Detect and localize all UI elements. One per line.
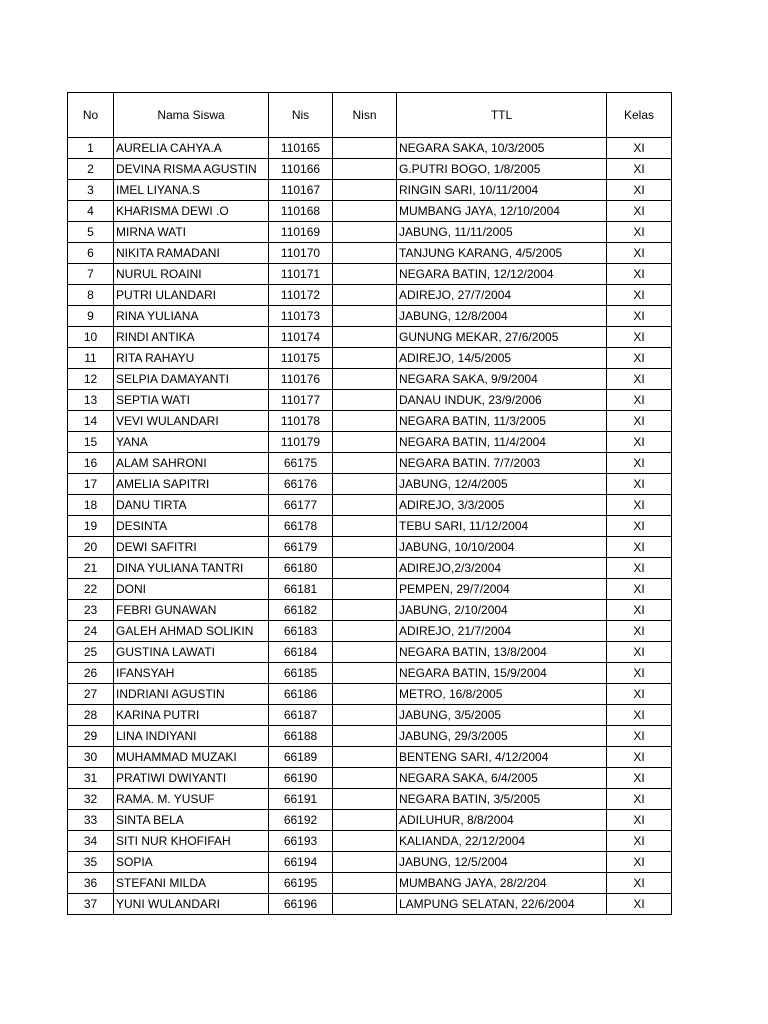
cell-nama-siswa: GALEH AHMAD SOLIKIN (114, 621, 269, 642)
cell-nis: 110172 (269, 285, 333, 306)
cell-ttl: MUMBANG JAYA, 12/10/2004 (397, 201, 607, 222)
cell-no: 15 (68, 432, 114, 453)
cell-nis: 66179 (269, 537, 333, 558)
cell-nisn (333, 201, 397, 222)
cell-ttl: LAMPUNG SELATAN, 22/6/2004 (397, 894, 607, 915)
table-row (68, 180, 672, 201)
cell-kelas: XI (607, 894, 672, 915)
cell-ttl: JABUNG, 2/10/2004 (397, 600, 607, 621)
cell-nisn (333, 579, 397, 600)
cell-nis: 66182 (269, 600, 333, 621)
cell-kelas: XI (607, 810, 672, 831)
cell-ttl: NEGARA BATIN, 3/5/2005 (397, 789, 607, 810)
cell-nis: 110179 (269, 432, 333, 453)
cell-nisn (333, 159, 397, 180)
cell-nisn (333, 453, 397, 474)
table-row (68, 243, 672, 264)
cell-ttl: RINGIN SARI, 10/11/2004 (397, 180, 607, 201)
cell-kelas: XI (607, 243, 672, 264)
cell-nis: 66186 (269, 684, 333, 705)
cell-kelas: XI (607, 201, 672, 222)
cell-nisn (333, 495, 397, 516)
cell-nama-siswa: KHARISMA DEWI .O (114, 201, 269, 222)
cell-nama-siswa: SEPTIA WATI (114, 390, 269, 411)
cell-kelas: XI (607, 306, 672, 327)
cell-nisn (333, 810, 397, 831)
cell-ttl: TANJUNG KARANG, 4/5/2005 (397, 243, 607, 264)
cell-nisn (333, 768, 397, 789)
cell-kelas: XI (607, 621, 672, 642)
table-body (68, 138, 672, 915)
cell-ttl: JABUNG, 10/10/2004 (397, 537, 607, 558)
cell-nisn (333, 432, 397, 453)
cell-nisn (333, 327, 397, 348)
cell-nama-siswa: RINDI ANTIKA (114, 327, 269, 348)
cell-kelas: XI (607, 600, 672, 621)
table-row (68, 768, 672, 789)
cell-kelas: XI (607, 159, 672, 180)
cell-nisn (333, 516, 397, 537)
header-kelas: Kelas (607, 93, 672, 138)
table-row (68, 138, 672, 159)
cell-no: 19 (68, 516, 114, 537)
table-row (68, 600, 672, 621)
cell-no: 36 (68, 873, 114, 894)
cell-no: 31 (68, 768, 114, 789)
cell-no: 23 (68, 600, 114, 621)
cell-ttl: NEGARA BATIN, 12/12/2004 (397, 264, 607, 285)
cell-nis: 110174 (269, 327, 333, 348)
cell-nisn (333, 831, 397, 852)
cell-no: 18 (68, 495, 114, 516)
cell-nama-siswa: PRATIWI DWIYANTI (114, 768, 269, 789)
cell-nis: 66181 (269, 579, 333, 600)
cell-ttl: JABUNG, 12/5/2004 (397, 852, 607, 873)
table-row (68, 222, 672, 243)
table-row (68, 810, 672, 831)
cell-nis: 66178 (269, 516, 333, 537)
cell-kelas: XI (607, 747, 672, 768)
table-row (68, 411, 672, 432)
cell-no: 6 (68, 243, 114, 264)
table-row (68, 789, 672, 810)
cell-kelas: XI (607, 327, 672, 348)
cell-ttl: NEGARA BATIN, 13/8/2004 (397, 642, 607, 663)
cell-nama-siswa: AURELIA CAHYA.A (114, 138, 269, 159)
cell-no: 28 (68, 705, 114, 726)
cell-ttl: JABUNG, 11/11/2005 (397, 222, 607, 243)
cell-ttl: NEGARA SAKA, 6/4/2005 (397, 768, 607, 789)
cell-kelas: XI (607, 180, 672, 201)
cell-kelas: XI (607, 642, 672, 663)
cell-nama-siswa: IFANSYAH (114, 663, 269, 684)
cell-nama-siswa: DINA YULIANA TANTRI (114, 558, 269, 579)
cell-kelas: XI (607, 789, 672, 810)
cell-kelas: XI (607, 579, 672, 600)
cell-nama-siswa: SOPIA (114, 852, 269, 873)
table-row (68, 852, 672, 873)
table-row (68, 873, 672, 894)
cell-kelas: XI (607, 495, 672, 516)
table-row (68, 495, 672, 516)
cell-kelas: XI (607, 726, 672, 747)
cell-nama-siswa: STEFANI MILDA (114, 873, 269, 894)
table-row (68, 285, 672, 306)
cell-nisn (333, 558, 397, 579)
cell-nis: 66189 (269, 747, 333, 768)
cell-no: 8 (68, 285, 114, 306)
cell-ttl: NEGARA BATIN, 15/9/2004 (397, 663, 607, 684)
cell-nis: 66191 (269, 789, 333, 810)
table-row (68, 621, 672, 642)
cell-kelas: XI (607, 558, 672, 579)
table-row (68, 474, 672, 495)
cell-ttl: ADILUHUR, 8/8/2004 (397, 810, 607, 831)
cell-ttl: NEGARA SAKA, 10/3/2005 (397, 138, 607, 159)
cell-nis: 66183 (269, 621, 333, 642)
cell-ttl: GUNUNG MEKAR, 27/6/2005 (397, 327, 607, 348)
cell-no: 22 (68, 579, 114, 600)
cell-nama-siswa: GUSTINA LAWATI (114, 642, 269, 663)
cell-no: 33 (68, 810, 114, 831)
cell-ttl: ADIREJO, 27/7/2004 (397, 285, 607, 306)
cell-no: 5 (68, 222, 114, 243)
table-row (68, 390, 672, 411)
cell-kelas: XI (607, 411, 672, 432)
cell-kelas: XI (607, 474, 672, 495)
cell-ttl: TEBU SARI, 11/12/2004 (397, 516, 607, 537)
cell-nis: 110168 (269, 201, 333, 222)
cell-no: 14 (68, 411, 114, 432)
cell-no: 16 (68, 453, 114, 474)
cell-no: 17 (68, 474, 114, 495)
table-row (68, 831, 672, 852)
table-row (68, 432, 672, 453)
table-row (68, 327, 672, 348)
cell-kelas: XI (607, 663, 672, 684)
table-row (68, 684, 672, 705)
cell-kelas: XI (607, 516, 672, 537)
table-row (68, 537, 672, 558)
cell-kelas: XI (607, 831, 672, 852)
cell-no: 27 (68, 684, 114, 705)
cell-nisn (333, 747, 397, 768)
cell-nama-siswa: YUNI WULANDARI (114, 894, 269, 915)
cell-kelas: XI (607, 684, 672, 705)
cell-nisn (333, 852, 397, 873)
cell-nisn (333, 873, 397, 894)
cell-kelas: XI (607, 222, 672, 243)
cell-nisn (333, 474, 397, 495)
cell-nisn (333, 894, 397, 915)
cell-nama-siswa: RITA RAHAYU (114, 348, 269, 369)
cell-ttl: BENTENG SARI, 4/12/2004 (397, 747, 607, 768)
cell-no: 11 (68, 348, 114, 369)
cell-kelas: XI (607, 705, 672, 726)
header-nama-siswa: Nama Siswa (114, 93, 269, 138)
cell-nama-siswa: SELPIA DAMAYANTI (114, 369, 269, 390)
cell-no: 13 (68, 390, 114, 411)
cell-nis: 66184 (269, 642, 333, 663)
cell-nama-siswa: INDRIANI AGUSTIN (114, 684, 269, 705)
table-row (68, 201, 672, 222)
cell-nis: 110171 (269, 264, 333, 285)
cell-no: 35 (68, 852, 114, 873)
cell-no: 29 (68, 726, 114, 747)
header-ttl: TTL (397, 93, 607, 138)
table-row (68, 306, 672, 327)
table-row (68, 348, 672, 369)
table-row (68, 369, 672, 390)
cell-nisn (333, 285, 397, 306)
cell-nama-siswa: AMELIA SAPITRI (114, 474, 269, 495)
cell-kelas: XI (607, 873, 672, 894)
cell-nama-siswa: IMEL LIYANA.S (114, 180, 269, 201)
cell-nis: 66177 (269, 495, 333, 516)
cell-no: 1 (68, 138, 114, 159)
cell-nama-siswa: MIRNA WATI (114, 222, 269, 243)
cell-ttl: ADIREJO,2/3/2004 (397, 558, 607, 579)
cell-nama-siswa: SINTA BELA (114, 810, 269, 831)
cell-no: 12 (68, 369, 114, 390)
table-header-row (68, 93, 672, 138)
cell-ttl: NEGARA SAKA, 9/9/2004 (397, 369, 607, 390)
cell-ttl: NEGARA BATIN. 7/7/2003 (397, 453, 607, 474)
cell-nisn (333, 705, 397, 726)
cell-kelas: XI (607, 285, 672, 306)
cell-no: 21 (68, 558, 114, 579)
cell-ttl: KALIANDA, 22/12/2004 (397, 831, 607, 852)
table-row (68, 264, 672, 285)
cell-ttl: JABUNG, 29/3/2005 (397, 726, 607, 747)
header-nisn: Nisn (333, 93, 397, 138)
header-no: No (68, 93, 114, 138)
cell-nama-siswa: MUHAMMAD MUZAKI (114, 747, 269, 768)
cell-nisn (333, 138, 397, 159)
cell-nama-siswa: RINA YULIANA (114, 306, 269, 327)
cell-nisn (333, 411, 397, 432)
table-row (68, 705, 672, 726)
cell-nisn (333, 180, 397, 201)
cell-kelas: XI (607, 432, 672, 453)
table-row (68, 453, 672, 474)
cell-nisn (333, 726, 397, 747)
cell-no: 7 (68, 264, 114, 285)
cell-kelas: XI (607, 138, 672, 159)
cell-ttl: PEMPEN, 29/7/2004 (397, 579, 607, 600)
cell-ttl: JABUNG, 12/8/2004 (397, 306, 607, 327)
cell-kelas: XI (607, 537, 672, 558)
cell-kelas: XI (607, 369, 672, 390)
table-row (68, 663, 672, 684)
cell-no: 32 (68, 789, 114, 810)
table-row (68, 726, 672, 747)
cell-no: 26 (68, 663, 114, 684)
cell-nis: 66194 (269, 852, 333, 873)
cell-no: 10 (68, 327, 114, 348)
cell-ttl: METRO, 16/8/2005 (397, 684, 607, 705)
cell-ttl: ADIREJO, 21/7/2004 (397, 621, 607, 642)
cell-kelas: XI (607, 852, 672, 873)
cell-nisn (333, 264, 397, 285)
cell-nis: 110176 (269, 369, 333, 390)
cell-no: 37 (68, 894, 114, 915)
cell-nama-siswa: YANA (114, 432, 269, 453)
cell-nis: 66193 (269, 831, 333, 852)
cell-nisn (333, 348, 397, 369)
cell-nis: 110170 (269, 243, 333, 264)
cell-nis: 110175 (269, 348, 333, 369)
cell-ttl: NEGARA BATIN, 11/3/2005 (397, 411, 607, 432)
cell-nama-siswa: DEWI SAFITRI (114, 537, 269, 558)
cell-nisn (333, 621, 397, 642)
cell-nama-siswa: NURUL ROAINI (114, 264, 269, 285)
header-nis: Nis (269, 93, 333, 138)
table-row (68, 747, 672, 768)
cell-nis: 110167 (269, 180, 333, 201)
cell-nis: 110166 (269, 159, 333, 180)
cell-nisn (333, 642, 397, 663)
cell-nama-siswa: PUTRI ULANDARI (114, 285, 269, 306)
student-table (67, 92, 672, 915)
cell-nama-siswa: DANU TIRTA (114, 495, 269, 516)
table-row (68, 579, 672, 600)
cell-kelas: XI (607, 264, 672, 285)
cell-nama-siswa: RAMA. M. YUSUF (114, 789, 269, 810)
cell-nisn (333, 369, 397, 390)
cell-nisn (333, 537, 397, 558)
cell-nisn (333, 789, 397, 810)
cell-nisn (333, 390, 397, 411)
cell-nis: 66176 (269, 474, 333, 495)
cell-ttl: ADIREJO, 3/3/2005 (397, 495, 607, 516)
cell-no: 9 (68, 306, 114, 327)
cell-ttl: JABUNG, 12/4/2005 (397, 474, 607, 495)
cell-nis: 110165 (269, 138, 333, 159)
cell-ttl: G.PUTRI BOGO, 1/8/2005 (397, 159, 607, 180)
cell-nis: 66187 (269, 705, 333, 726)
cell-nis: 66185 (269, 663, 333, 684)
cell-nama-siswa: ALAM SAHRONI (114, 453, 269, 474)
cell-no: 3 (68, 180, 114, 201)
cell-nis: 66192 (269, 810, 333, 831)
cell-nis: 66188 (269, 726, 333, 747)
cell-nama-siswa: LINA INDIYANI (114, 726, 269, 747)
table-row (68, 558, 672, 579)
cell-no: 4 (68, 201, 114, 222)
cell-nama-siswa: FEBRI GUNAWAN (114, 600, 269, 621)
cell-nama-siswa: KARINA PUTRI (114, 705, 269, 726)
cell-nisn (333, 663, 397, 684)
cell-no: 2 (68, 159, 114, 180)
cell-ttl: ADIREJO, 14/5/2005 (397, 348, 607, 369)
cell-no: 34 (68, 831, 114, 852)
cell-nama-siswa: DESINTA (114, 516, 269, 537)
cell-nisn (333, 222, 397, 243)
cell-kelas: XI (607, 390, 672, 411)
cell-no: 20 (68, 537, 114, 558)
cell-nama-siswa: SITI NUR KHOFIFAH (114, 831, 269, 852)
cell-kelas: XI (607, 348, 672, 369)
cell-nisn (333, 306, 397, 327)
cell-nama-siswa: DONI (114, 579, 269, 600)
cell-nama-siswa: NIKITA RAMADANI (114, 243, 269, 264)
cell-nis: 110173 (269, 306, 333, 327)
table-row (68, 894, 672, 915)
cell-no: 25 (68, 642, 114, 663)
cell-nis: 66195 (269, 873, 333, 894)
cell-ttl: MUMBANG JAYA, 28/2/204 (397, 873, 607, 894)
cell-nis: 66180 (269, 558, 333, 579)
cell-nisn (333, 684, 397, 705)
cell-nisn (333, 243, 397, 264)
cell-ttl: JABUNG, 3/5/2005 (397, 705, 607, 726)
cell-no: 24 (68, 621, 114, 642)
cell-nama-siswa: DEVINA RISMA AGUSTIN (114, 159, 269, 180)
table-row (68, 516, 672, 537)
table-row (68, 159, 672, 180)
cell-kelas: XI (607, 453, 672, 474)
cell-ttl: DANAU INDUK, 23/9/2006 (397, 390, 607, 411)
cell-nis: 66190 (269, 768, 333, 789)
cell-ttl: NEGARA BATIN, 11/4/2004 (397, 432, 607, 453)
cell-nis: 110177 (269, 390, 333, 411)
cell-nis: 110169 (269, 222, 333, 243)
cell-nisn (333, 600, 397, 621)
cell-nis: 110178 (269, 411, 333, 432)
cell-nis: 66196 (269, 894, 333, 915)
cell-no: 30 (68, 747, 114, 768)
cell-nama-siswa: VEVI WULANDARI (114, 411, 269, 432)
cell-nis: 66175 (269, 453, 333, 474)
cell-kelas: XI (607, 768, 672, 789)
table-row (68, 642, 672, 663)
